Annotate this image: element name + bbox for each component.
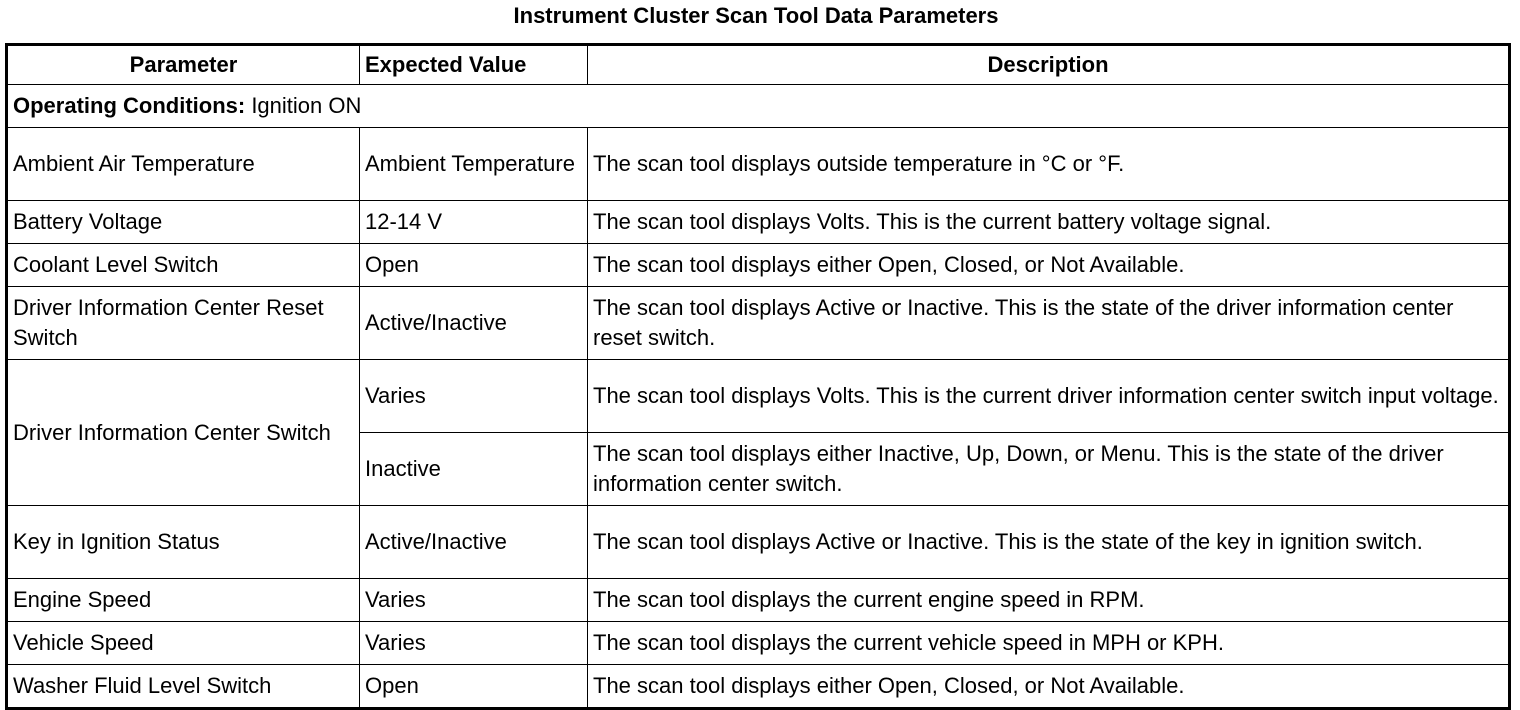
parameter-cell: Battery Voltage [7, 201, 360, 244]
table-row [7, 201, 1510, 244]
expected-value-cell: Open [360, 665, 588, 709]
description-cell: The scan tool displays either Inactive, Up, Down, or Menu. This is the state of the driver information center switch. [588, 433, 1510, 506]
parameter-cell: Driver Information Center Switch [7, 360, 360, 506]
header-row [7, 45, 1510, 85]
parameters-table [5, 43, 1511, 710]
table-row [7, 579, 1510, 622]
description-cell: The scan tool displays either Open, Closed, or Not Available. [588, 665, 1510, 709]
parameter-cell: Engine Speed [7, 579, 360, 622]
table-row [7, 665, 1510, 709]
table-row [7, 128, 1510, 201]
table-row [7, 360, 1510, 433]
description-cell: The scan tool displays Active or Inactive. This is the state of the driver information center reset switch. [588, 287, 1510, 360]
expected-value-cell: Active/Inactive [360, 506, 588, 579]
header-parameter: Parameter [7, 45, 360, 85]
description-cell: The scan tool displays the current engine speed in RPM. [588, 579, 1510, 622]
parameter-cell: Driver Information Center Reset Switch [7, 287, 360, 360]
page-title: Instrument Cluster Scan Tool Data Parameters [513, 3, 999, 28]
operating-conditions-label: Operating Conditions: [13, 93, 246, 118]
description-cell: The scan tool displays outside temperature in °C or °F. [588, 128, 1510, 201]
description-cell: The scan tool displays Active or Inactive. This is the state of the key in ignition switch. [588, 506, 1510, 579]
header-description: Description [588, 45, 1510, 85]
operating-conditions-cell [7, 85, 1510, 128]
expected-value-cell: Ambient Temperature [360, 128, 588, 201]
table-row [7, 622, 1510, 665]
expected-value-cell: Varies [360, 622, 588, 665]
table-row [7, 287, 1510, 360]
expected-value-cell: Open [360, 244, 588, 287]
parameter-cell: Coolant Level Switch [7, 244, 360, 287]
expected-value-cell: Inactive [360, 433, 588, 506]
table-row [7, 244, 1510, 287]
description-cell: The scan tool displays the current vehicle speed in MPH or KPH. [588, 622, 1510, 665]
expected-value-cell: Active/Inactive [360, 287, 588, 360]
expected-value-cell: Varies [360, 579, 588, 622]
header-expected-value: Expected Value [360, 45, 588, 85]
description-cell: The scan tool displays Volts. This is the current driver information center switch input voltage. [588, 360, 1510, 433]
operating-conditions-value: Ignition ON [245, 93, 362, 118]
expected-value-cell: 12-14 V [360, 201, 588, 244]
parameter-cell: Vehicle Speed [7, 622, 360, 665]
expected-value-cell: Varies [360, 360, 588, 433]
operating-conditions-row [7, 85, 1510, 128]
table-row [7, 506, 1510, 579]
parameter-cell: Key in Ignition Status [7, 506, 360, 579]
parameter-cell: Washer Fluid Level Switch [7, 665, 360, 709]
description-cell: The scan tool displays either Open, Closed, or Not Available. [588, 244, 1510, 287]
description-cell: The scan tool displays Volts. This is the current battery voltage signal. [588, 201, 1510, 244]
parameter-cell: Ambient Air Temperature [7, 128, 360, 201]
